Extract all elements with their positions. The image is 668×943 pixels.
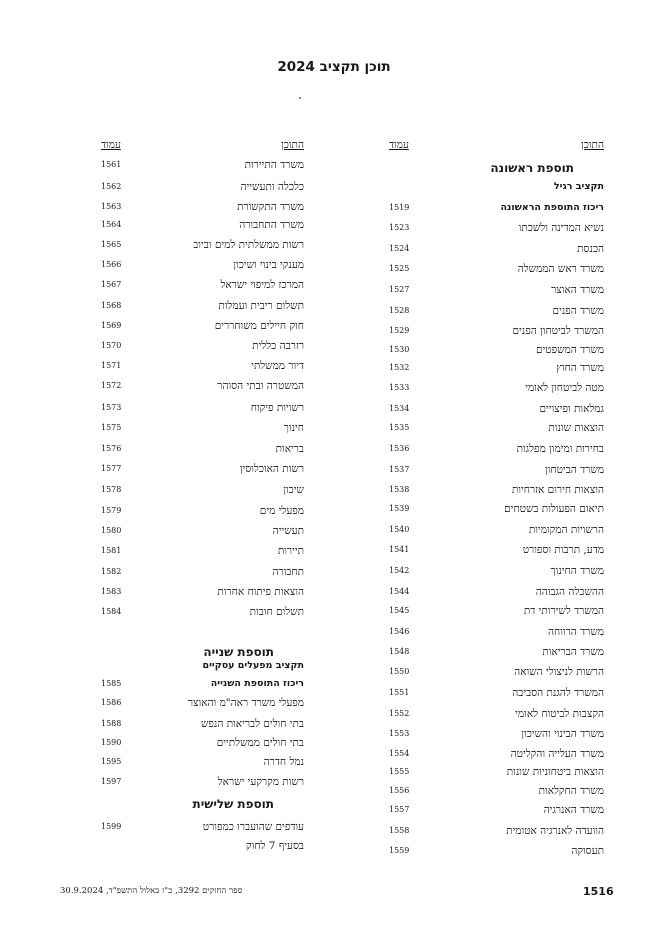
toc-entry-title: עודפים שהועברו כמפורט <box>202 821 304 833</box>
toc-entry-page: 1588 <box>101 719 122 728</box>
toc-entry <box>101 586 304 602</box>
toc-entry-title: כלכלה ותעשייה <box>240 181 304 193</box>
toc-entry-title: המשטרה ובתי הסוהר <box>217 380 304 392</box>
toc-entry-title: משרד התיירות <box>244 159 304 171</box>
toc-entry <box>101 159 304 175</box>
toc-entry-title: בתי חולים ממשלתיים <box>216 737 304 749</box>
toc-entry-title: תוספת שלישית <box>192 797 274 811</box>
toc-entry-title: מטה לביטחון לאומי <box>525 382 604 394</box>
toc-entry <box>101 239 304 255</box>
toc-entry <box>101 443 304 459</box>
toc-entry-title: חינוך <box>283 422 304 434</box>
toc-entry <box>389 626 604 642</box>
decorative-dot <box>299 97 301 99</box>
toc-entry-page: 1553 <box>389 729 410 738</box>
toc-entry <box>101 756 304 772</box>
toc-entry-page: 1577 <box>101 464 122 473</box>
toc-entry-page: 1572 <box>101 381 122 390</box>
toc-entry-page: 1573 <box>101 403 122 412</box>
toc-entry <box>389 464 604 480</box>
toc-entry-title: משרד הרווחה <box>547 626 604 638</box>
toc-entry <box>101 300 304 316</box>
toc-entry <box>389 845 604 861</box>
toc-entry-title: רשות ממשלתית למים וביוב <box>193 239 304 251</box>
toc-entry-title: מפעלי מים <box>259 505 304 517</box>
toc-entry-title: משרד החקלאות <box>538 785 604 797</box>
toc-entry <box>389 202 604 218</box>
toc-entry <box>389 503 604 519</box>
toc-entry <box>389 666 604 682</box>
toc-entry <box>101 821 304 837</box>
toc-entry-title: רשות מקרקעי ישראל <box>217 776 304 788</box>
toc-entry <box>389 263 604 279</box>
toc-entry-title: בריאות <box>275 443 304 455</box>
toc-entry-title: הוועדה לאנרגיה אטומית <box>506 825 604 837</box>
toc-entry <box>101 422 304 438</box>
toc-entry-title: חוק חיילים משוחררים <box>214 320 304 332</box>
toc-entry-page: 1548 <box>389 647 410 656</box>
toc-entry <box>101 360 304 376</box>
toc-entry <box>101 320 304 336</box>
toc-entry-page: 1597 <box>101 777 122 786</box>
toc-entry <box>101 660 304 676</box>
toc-entry <box>389 728 604 744</box>
toc-entry-page: 1599 <box>101 822 122 831</box>
toc-entry <box>389 305 604 321</box>
toc-entry-page: 1552 <box>389 709 410 718</box>
toc-entry-title: מפעלי משרד ראה"מ והאוצר <box>187 697 304 709</box>
toc-entry-page: 1559 <box>389 846 410 855</box>
toc-entry-page: 1532 <box>389 363 410 372</box>
toc-entry-page: 1578 <box>101 485 122 494</box>
toc-entry-title: משרד החינוך <box>550 565 604 577</box>
toc-entry <box>101 776 304 792</box>
toc-entry-title: תוספת ראשונה <box>490 161 574 175</box>
toc-entry-page: 1528 <box>389 306 410 315</box>
page-title: תוכן תקציב 2024 <box>277 59 391 75</box>
toc-entry-title: רשות האוכלוסין <box>239 463 304 475</box>
toc-entry-page: 1525 <box>389 264 410 273</box>
publication-footer: ספר החוקים 3292, כ"ז באלול התשפ"ד, 30.9.2024 <box>60 886 243 896</box>
toc-entry <box>389 825 604 841</box>
toc-entry-page: 1564 <box>101 220 122 229</box>
toc-entry <box>389 243 604 259</box>
toc-entry-page: 1590 <box>101 738 122 747</box>
toc-entry-title: משרד המשפטים <box>535 344 604 356</box>
page-header: עמוד <box>389 139 409 151</box>
toc-entry-page: 1534 <box>389 404 410 413</box>
toc-entry-page: 1583 <box>101 587 122 596</box>
toc-entry-title: משרד התקשורת <box>237 201 304 213</box>
toc-entry <box>389 565 604 581</box>
toc-entry <box>101 380 304 396</box>
toc-entry-page: 1519 <box>389 203 410 212</box>
toc-entry-title: בחירות ומימון מפלגות <box>516 443 604 455</box>
toc-entry-title: משרד הביטחון <box>545 464 604 476</box>
toc-entry-page: 1563 <box>101 202 122 211</box>
toc-entry-title: הכנסת <box>577 243 604 255</box>
toc-entry-title: משרד התחבורה <box>239 219 304 231</box>
toc-entry-title: מדע, תרבות וספורט <box>522 544 604 556</box>
toc-entry-title: המשרד להגנת הסביבה <box>512 687 604 699</box>
toc-entry-page: 1556 <box>389 786 410 795</box>
toc-entry-title: שיכון <box>283 484 304 496</box>
toc-entry <box>101 259 304 275</box>
toc-entry-title: נשיא המדינה ולשכתו <box>518 222 604 234</box>
toc-entry-title: מענקי בינוי ושיכון <box>233 259 304 271</box>
toc-entry-page: 1527 <box>389 285 410 294</box>
toc-entry-page: 1544 <box>389 587 410 596</box>
toc-entry <box>389 586 604 602</box>
toc-entry-page: 1554 <box>389 749 410 758</box>
toc-entry <box>389 646 604 662</box>
toc-entry <box>389 766 604 782</box>
section-heading <box>101 645 304 661</box>
toc-entry-page: 1586 <box>101 698 122 707</box>
page-header: עמוד <box>101 139 121 151</box>
toc-entry <box>389 524 604 540</box>
toc-entry-title: משרד הפנים <box>552 305 604 317</box>
toc-entry-title: תקציב רגיל <box>553 181 604 192</box>
toc-entry-title: הרשות לניצולי השואה <box>514 666 604 678</box>
toc-entry-page: 1565 <box>101 240 122 249</box>
contents-header: התוכן <box>581 139 604 151</box>
toc-entry <box>389 403 604 419</box>
toc-entry-title: רזרבה כללית <box>252 340 304 352</box>
toc-entry-title: תיירות <box>277 545 304 557</box>
toc-entry-page: 1584 <box>101 607 122 616</box>
toc-entry-title: הוצאות פיתוח אחרות <box>217 586 304 598</box>
toc-entry <box>389 422 604 438</box>
toc-entry-page: 1579 <box>101 506 122 515</box>
toc-entry-title: משרד האנרגיה <box>543 804 604 816</box>
toc-entry-page: 1533 <box>389 383 410 392</box>
toc-entry-page: 1576 <box>101 444 122 453</box>
toc-entry <box>101 545 304 561</box>
section-heading <box>101 797 304 813</box>
toc-entry-page: 1545 <box>389 606 410 615</box>
toc-entry-title: הקצבות לביטוח לאומי <box>515 708 604 720</box>
toc-entry <box>101 201 304 217</box>
toc-entry-title: גמלאות ופיצויים <box>539 403 604 415</box>
toc-entry <box>389 785 604 801</box>
toc-entry <box>101 606 304 622</box>
toc-entry-page: 1567 <box>101 280 122 289</box>
toc-right-column <box>389 139 604 869</box>
toc-entry-page: 1539 <box>389 504 410 513</box>
toc-entry <box>389 687 604 703</box>
toc-entry-page: 1585 <box>101 679 122 688</box>
toc-entry <box>389 181 604 197</box>
toc-entry <box>101 402 304 418</box>
toc-entry <box>389 708 604 724</box>
toc-entry-title: תקציב מפעלים עסקיים <box>202 660 304 671</box>
toc-entry-page: 1568 <box>101 301 122 310</box>
toc-entry-title: משרד האוצר <box>551 284 604 296</box>
toc-entry-page: 1536 <box>389 444 410 453</box>
toc-entry-title: משרד הבינוי והשיכון <box>521 728 604 740</box>
toc-entry-title: המשרד לביטחון הפנים <box>512 325 604 337</box>
toc-entry-title: רשויות פיקוח <box>250 402 304 414</box>
toc-entry <box>101 525 304 541</box>
toc-entry-page: 1562 <box>101 182 122 191</box>
toc-entry <box>389 748 604 764</box>
toc-entry <box>389 284 604 300</box>
toc-entry-title: משרד החוץ <box>556 362 604 374</box>
toc-entry <box>389 443 604 459</box>
toc-entry-page: 1538 <box>389 485 410 494</box>
contents-header: התוכן <box>281 139 304 151</box>
toc-entry-title: תשלום ריבית ועמלות <box>218 300 304 312</box>
toc-entry-title: ההשכלה הגבוהה <box>535 586 604 598</box>
toc-entry-title: תוספת שנייה <box>203 645 274 659</box>
toc-entry-title: משרד העלייה והקליטה <box>510 748 604 760</box>
toc-entry-page: 1557 <box>389 805 410 814</box>
toc-entry-page: 1523 <box>389 223 410 232</box>
toc-entry <box>101 840 304 856</box>
toc-entry-title: הוצאות חירום אזרחיות <box>511 484 604 496</box>
toc-entry <box>389 605 604 621</box>
toc-entry <box>101 463 304 479</box>
toc-entry <box>101 737 304 753</box>
toc-entry <box>101 340 304 356</box>
toc-entry-title: המשרד לשירותי דת <box>523 605 604 617</box>
toc-entry-title: דיור ממשלתי <box>251 360 304 372</box>
toc-entry <box>101 718 304 734</box>
toc-entry-page: 1530 <box>389 345 410 354</box>
toc-left-column <box>101 139 304 869</box>
toc-entry-page: 1561 <box>101 160 122 169</box>
toc-entry <box>101 484 304 500</box>
toc-entry-page: 1546 <box>389 627 410 636</box>
toc-entry-page: 1537 <box>389 465 410 474</box>
toc-entry-title: בתי חולים לבריאות הנפש <box>200 718 304 730</box>
toc-entry <box>101 181 304 197</box>
toc-entry-title: תעסוקה <box>571 845 604 857</box>
toc-entry-title: תחבורה <box>272 566 304 578</box>
toc-entry-title: הוצאות ביטחוניות שונות <box>506 766 604 778</box>
toc-entry-page: 1558 <box>389 826 410 835</box>
toc-entry-page: 1575 <box>101 423 122 432</box>
toc-entry-title: בסעיף 7 לחוק <box>246 840 304 852</box>
toc-entry-title: נמל חדרה <box>263 756 304 768</box>
toc-entry-page: 1570 <box>101 341 122 350</box>
toc-entry-title: ריכוז התוספת הראשונה <box>500 202 604 213</box>
toc-entry-page: 1581 <box>101 546 122 555</box>
toc-entry-title: הרשויות המקומיות <box>528 524 604 536</box>
toc-entry-title: תשלום חובות <box>249 606 304 618</box>
toc-entry <box>389 804 604 820</box>
toc-entry-page: 1582 <box>101 567 122 576</box>
toc-entry <box>389 382 604 398</box>
toc-entry <box>101 505 304 521</box>
toc-entry <box>101 678 304 694</box>
toc-entry-page: 1551 <box>389 688 410 697</box>
toc-entry-title: תיאום הפעולות בשטחים <box>504 503 604 515</box>
toc-entry-page: 1555 <box>389 767 410 776</box>
toc-entry-page: 1542 <box>389 566 410 575</box>
toc-entry-page: 1535 <box>389 423 410 432</box>
toc-entry-page: 1595 <box>101 757 122 766</box>
toc-entry-page: 1541 <box>389 545 410 554</box>
toc-entry-title: תעשייה <box>272 525 304 537</box>
toc-entry <box>389 325 604 341</box>
toc-entry-page: 1571 <box>101 361 122 370</box>
section-heading <box>389 161 604 177</box>
toc-entry-page: 1524 <box>389 244 410 253</box>
toc-entry-page: 1566 <box>101 260 122 269</box>
toc-entry <box>389 362 604 378</box>
toc-entry <box>389 222 604 238</box>
toc-entry-page: 1540 <box>389 525 410 534</box>
toc-entry <box>389 344 604 360</box>
toc-entry <box>101 697 304 713</box>
toc-entry <box>389 544 604 560</box>
toc-entry-page: 1550 <box>389 667 410 676</box>
toc-entry-title: משרד ראש הממשלה <box>517 263 604 275</box>
toc-entry-title: ריכוז התוספת השנייה <box>210 678 304 689</box>
toc-entry-title: הוצאות שונות <box>548 422 604 434</box>
toc-entry <box>101 279 304 295</box>
toc-entry-page: 1529 <box>389 326 410 335</box>
toc-entry-title: המרכז למיפוי ישראל <box>220 279 304 291</box>
toc-entry-page: 1569 <box>101 321 122 330</box>
page-number: 1516 <box>583 885 614 898</box>
toc-entry-title: משרד הבריאות <box>542 646 604 658</box>
toc-entry <box>101 566 304 582</box>
toc-entry <box>389 484 604 500</box>
toc-entry-page: 1580 <box>101 526 122 535</box>
toc-entry <box>101 219 304 235</box>
